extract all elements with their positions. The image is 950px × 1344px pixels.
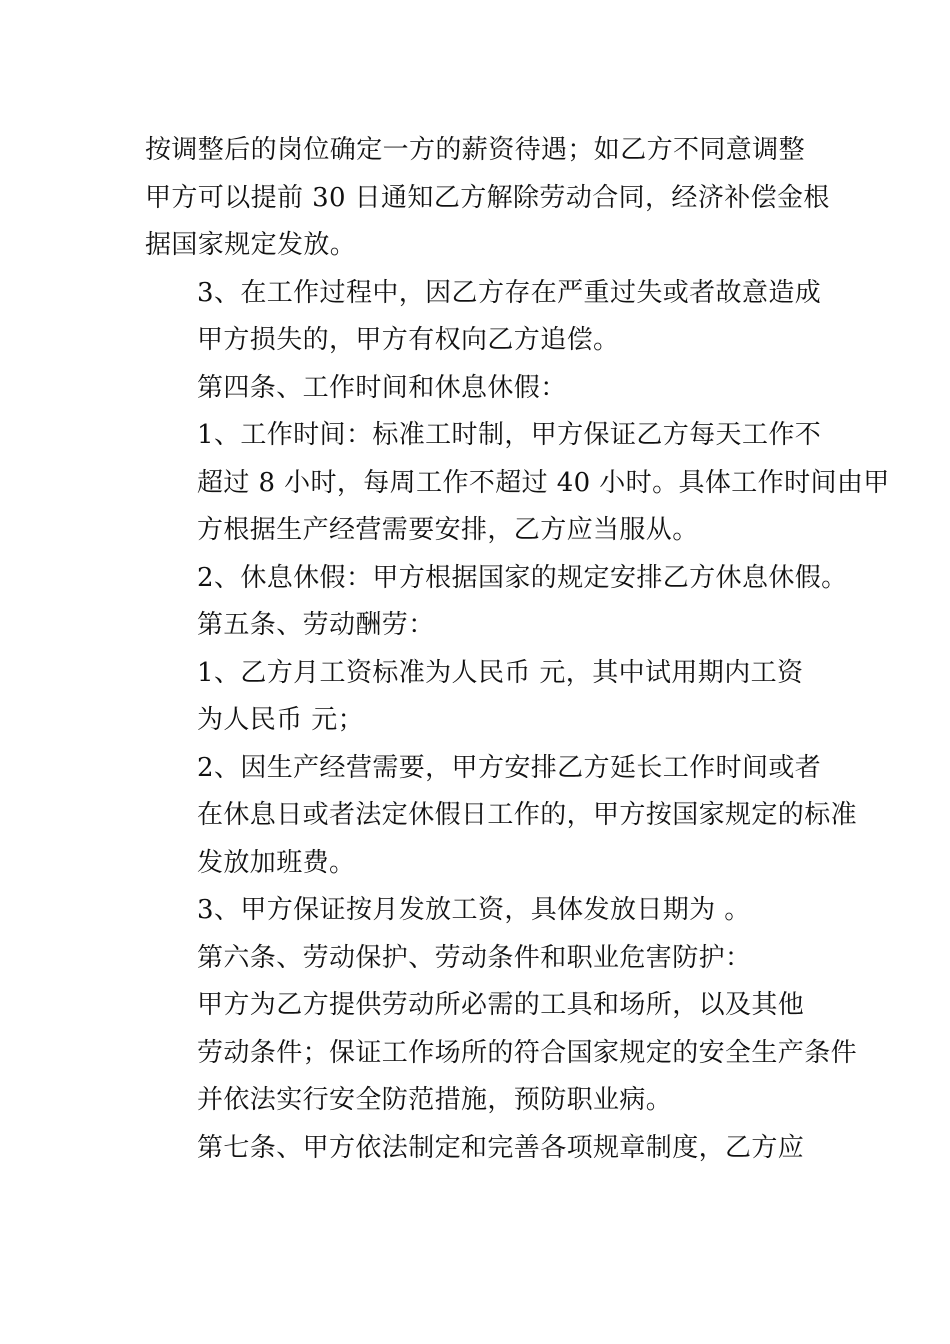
- paragraph-labor-protection: [145, 982, 858, 1125]
- text-line: 据国家规定发放。: [145, 230, 357, 260]
- heading-article-7: [145, 1125, 811, 1173]
- text-line: 第五条、劳动酬劳：: [197, 610, 435, 640]
- paragraph-working-hours: [145, 412, 890, 555]
- heading-article-5: [145, 602, 811, 650]
- paragraph-monthly-wage: [145, 650, 811, 745]
- text-line: 1、工作时间：标准工时制，甲方保证乙方每天工作不: [197, 420, 822, 450]
- text-line: 甲方损失的，甲方有权向乙方追偿。: [197, 325, 620, 355]
- text-line: 甲方为乙方提供劳动所必需的工具和场所，以及其他: [197, 990, 805, 1020]
- text-line: 第七条、甲方依法制定和完善各项规章制度，乙方应: [197, 1132, 805, 1163]
- text-line: 1、乙方月工资标准为人民币 元，其中试用期内工资: [197, 657, 804, 688]
- contract-text-body: [145, 127, 890, 1172]
- text-line: 劳动条件；保证工作场所的符合国家规定的安全生产条件: [197, 1037, 858, 1068]
- text-line: 2、休息休假：甲方根据国家的规定安排乙方休息休假。: [197, 562, 848, 593]
- text-line: 按调整后的岗位确定一方的薪资待遇；如乙方不同意调整: [145, 135, 806, 165]
- paragraph-rest-leave: [145, 555, 848, 603]
- paragraph-clause-3-compensation: [145, 270, 822, 365]
- paragraph-overtime: [145, 745, 858, 888]
- heading-article-6: [145, 935, 811, 983]
- text-line: 超过 8 小时，每周工作不超过 40 小时。具体工作时间由甲: [197, 467, 890, 498]
- text-line: 在休息日或者法定休假日工作的，甲方按国家规定的标准: [197, 800, 858, 830]
- paragraph-pay-date: [145, 887, 811, 935]
- text-line: 第六条、劳动保护、劳动条件和职业危害防护：: [197, 942, 752, 973]
- text-line: 3、在工作过程中，因乙方存在严重过失或者故意造成: [197, 277, 822, 308]
- heading-article-4: [145, 365, 811, 413]
- paragraph-salary-adjustment: [145, 127, 830, 270]
- text-line: 并依法实行安全防范措施，预防职业病。: [197, 1085, 673, 1115]
- text-line: 第四条、工作时间和休息休假：: [197, 372, 567, 403]
- text-line: 发放加班费。: [197, 847, 356, 878]
- text-line: 甲方可以提前 30 日通知乙方解除劳动合同，经济补偿金根: [145, 182, 830, 213]
- text-line: 为人民币 元；: [197, 705, 365, 735]
- text-line: 3、甲方保证按月发放工资，具体发放日期为 。: [197, 895, 751, 925]
- text-line: 2、因生产经营需要，甲方安排乙方延长工作时间或者: [197, 752, 822, 783]
- text-line: 方根据生产经营需要安排，乙方应当服从。: [197, 515, 699, 545]
